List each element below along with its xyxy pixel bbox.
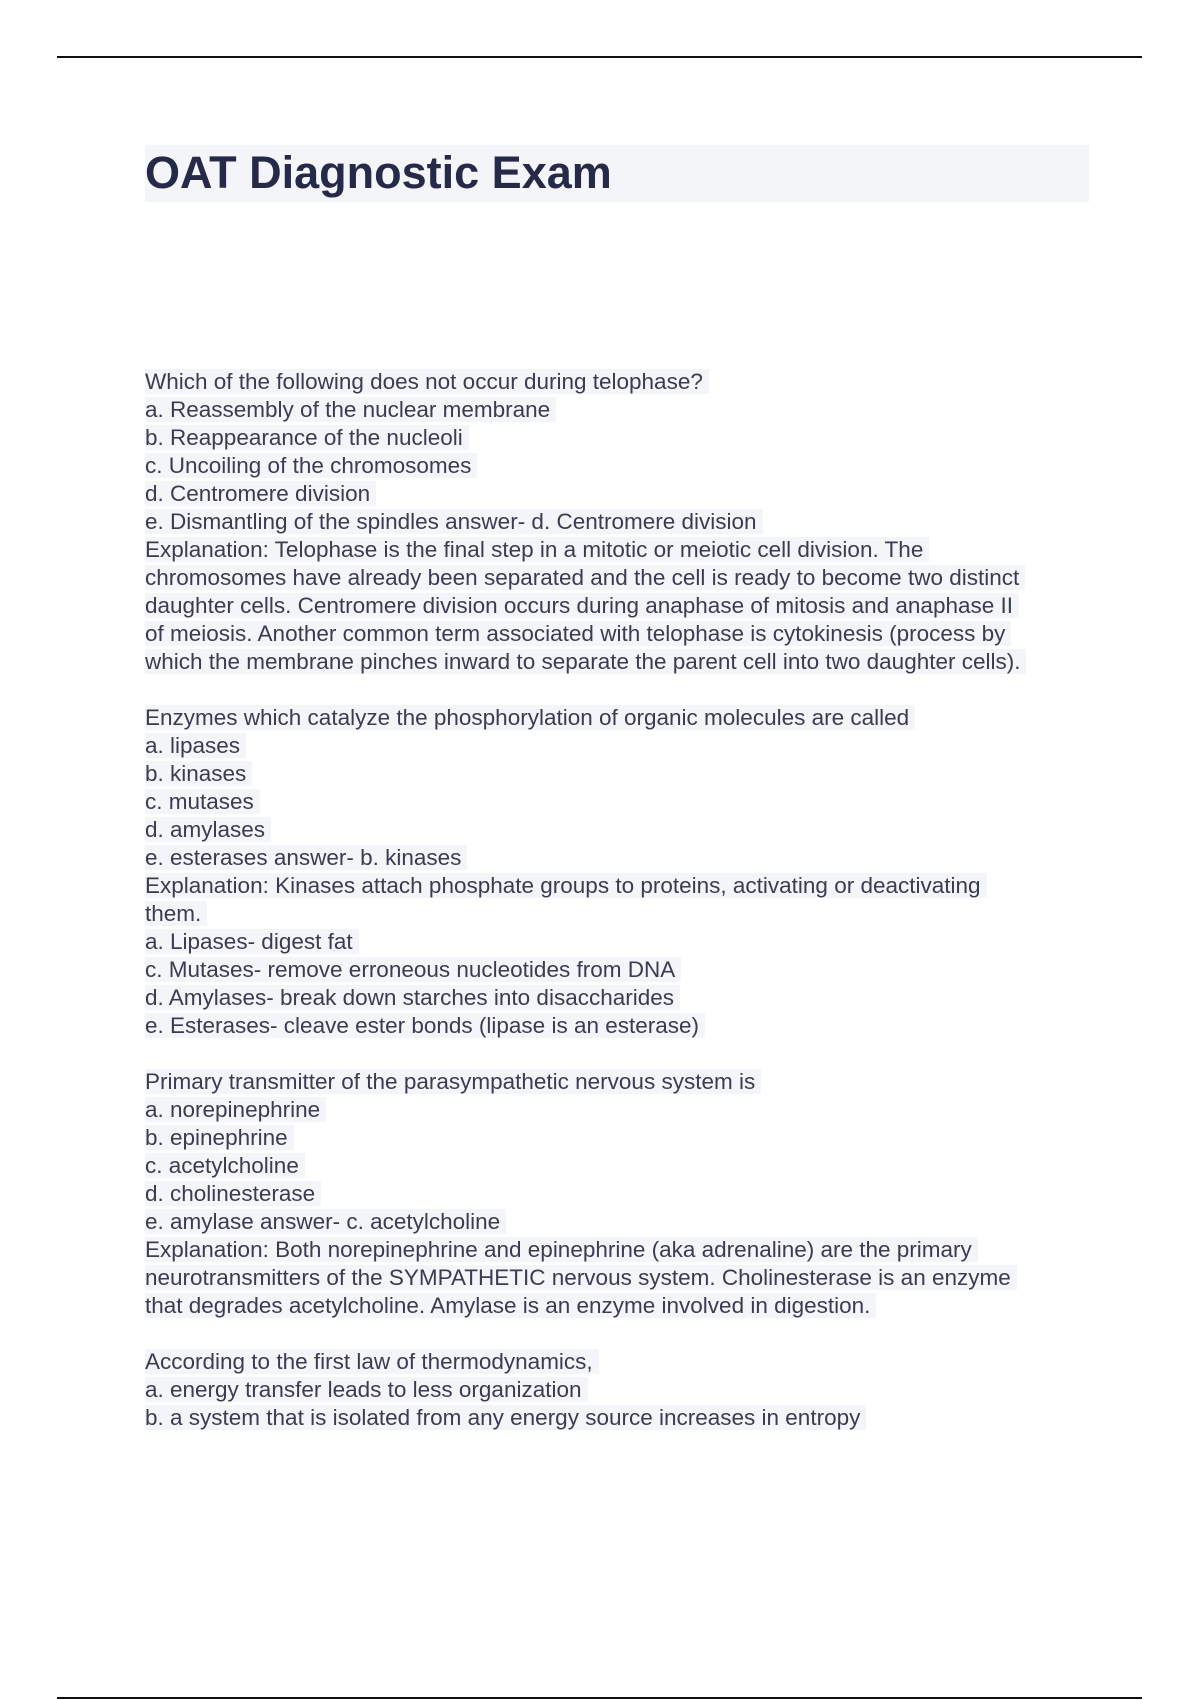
explanation-line: daughter cells. Centromere division occurs during anaphase of mitosis and anaphase II <box>145 593 1019 618</box>
answer-option: c. acetylcholine <box>145 1153 305 1178</box>
explanation-line: d. Amylases- break down starches into disaccharides <box>145 985 680 1010</box>
explanation-line: Explanation: Telophase is the final step in a mitotic or meiotic cell division. The <box>145 537 929 562</box>
answer-option: c. Uncoiling of the chromosomes <box>145 453 477 478</box>
explanation-line: that degrades acetylcholine. Amylase is an enzyme involved in digestion. <box>145 1293 876 1318</box>
explanation-line: which the membrane pinches inward to separate the parent cell into two daughter cells). <box>145 649 1026 674</box>
answer-option: a. lipases <box>145 733 246 758</box>
answer-option: e. amylase answer- c. acetylcholine <box>145 1209 506 1234</box>
answer-option: d. Centromere division <box>145 481 376 506</box>
answer-option: c. mutases <box>145 789 260 814</box>
answer-option: e. esterases answer- b. kinases <box>145 845 467 870</box>
explanation-line: neurotransmitters of the SYMPATHETIC nervous system. Cholinesterase is an enzyme <box>145 1265 1017 1290</box>
question-2 <box>145 704 1095 1040</box>
question-prompt: Primary transmitter of the parasympathetic nervous system is <box>145 1069 761 1094</box>
document-title: OAT Diagnostic Exam <box>145 147 612 198</box>
explanation-line: a. Lipases- digest fat <box>145 929 359 954</box>
answer-option: b. kinases <box>145 761 252 786</box>
question-4 <box>145 1348 1095 1432</box>
answer-option: b. epinephrine <box>145 1125 294 1150</box>
question-prompt: Which of the following does not occur during telophase? <box>145 369 709 394</box>
explanation-line: of meiosis. Another common term associated with telophase is cytokinesis (process by <box>145 621 1011 646</box>
explanation-line: c. Mutases- remove erroneous nucleotides from DNA <box>145 957 681 982</box>
answer-option: a. energy transfer leads to less organization <box>145 1377 588 1402</box>
explanation-line: Explanation: Kinases attach phosphate groups to proteins, activating or deactivating <box>145 873 987 898</box>
bottom-divider <box>57 1697 1142 1699</box>
explanation-line: Explanation: Both norepinephrine and epinephrine (aka adrenaline) are the primary <box>145 1237 978 1262</box>
explanation-line: chromosomes have already been separated and the cell is ready to become two distinct <box>145 565 1025 590</box>
answer-option: b. Reappearance of the nucleoli <box>145 425 469 450</box>
question-prompt: According to the first law of thermodynamics, <box>145 1349 599 1374</box>
explanation-line: them. <box>145 901 207 926</box>
question-3 <box>145 1068 1095 1320</box>
question-list <box>145 368 1095 1460</box>
answer-option: a. Reassembly of the nuclear membrane <box>145 397 556 422</box>
question-1 <box>145 368 1095 676</box>
answer-option: d. cholinesterase <box>145 1181 321 1206</box>
answer-option: a. norepinephrine <box>145 1097 326 1122</box>
answer-option: e. Dismantling of the spindles answer- d. Centromere division <box>145 509 763 534</box>
explanation-line: e. Esterases- cleave ester bonds (lipase is an esterase) <box>145 1013 705 1038</box>
top-divider <box>57 56 1142 58</box>
answer-option: d. amylases <box>145 817 271 842</box>
question-prompt: Enzymes which catalyze the phosphorylation of organic molecules are called <box>145 705 915 730</box>
answer-option: b. a system that is isolated from any energy source increases in entropy <box>145 1405 866 1430</box>
